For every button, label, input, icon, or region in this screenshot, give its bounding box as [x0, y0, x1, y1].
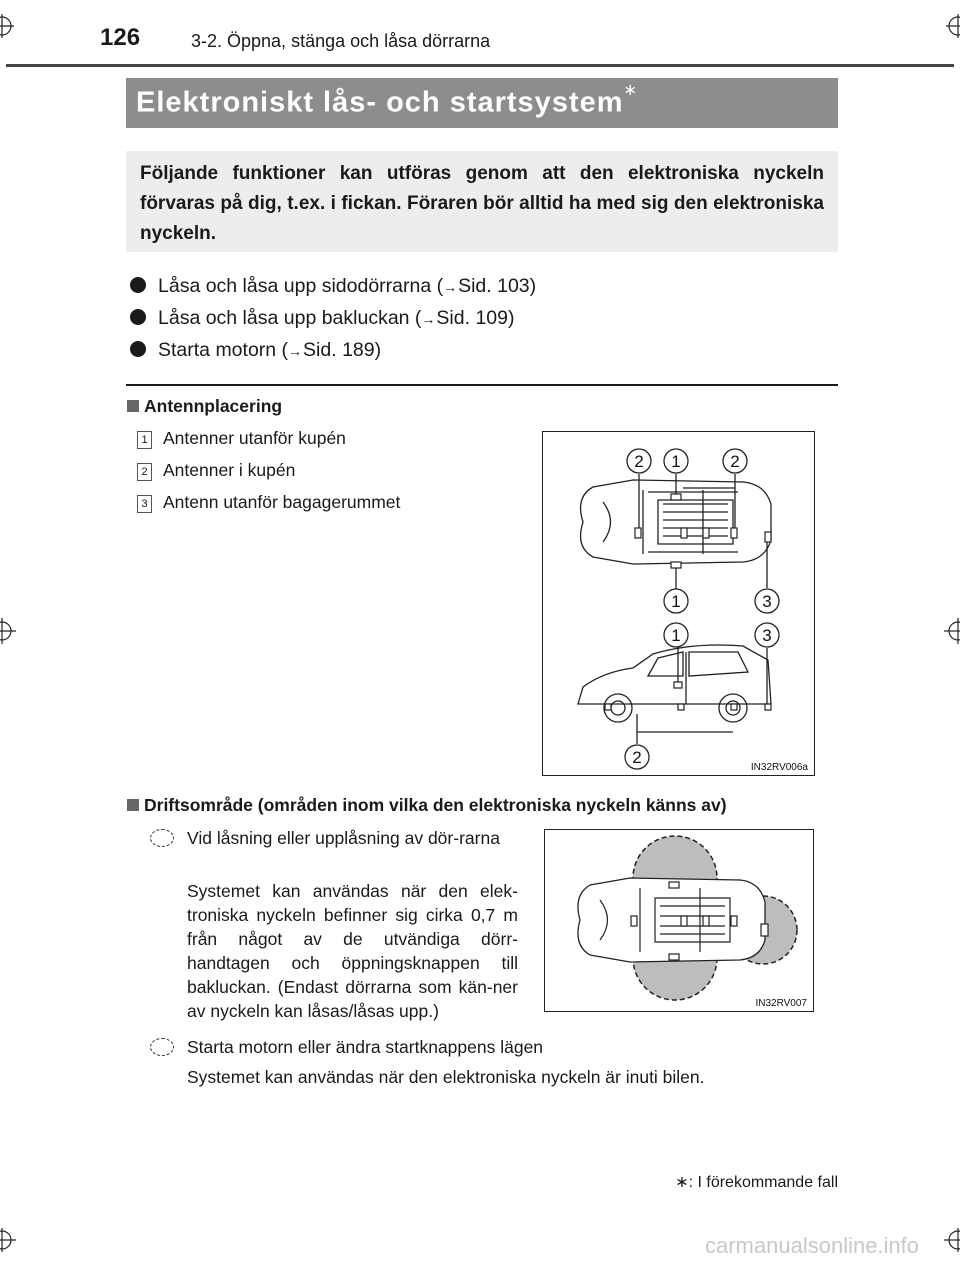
bullet-item	[130, 307, 514, 330]
number-badge: 2	[137, 463, 152, 481]
intro-box: Följande funktioner kan utföras genom att den elektroniska nyckeln förvaras på dig, t.ex. i fickan. Föraren bör alltid ha med sig den elektroniska nyckeln.	[126, 151, 838, 252]
bullet-item	[130, 275, 536, 298]
bullet-dot	[130, 341, 146, 357]
page-title	[126, 78, 838, 128]
bullet-text: Starta motorn (	[158, 339, 289, 361]
antenna-item-text: Antenner i kupén	[163, 460, 296, 480]
title-asterisk: ∗	[623, 82, 638, 99]
antenna-item-text: Antenn utanför bagagerummet	[163, 492, 401, 512]
square-bullet-icon	[127, 799, 139, 811]
antenna-heading-text: Antennplacering	[144, 396, 283, 416]
bullet-ref: Sid. 109)	[436, 307, 515, 329]
bullet-text: Låsa och låsa upp bakluckan (	[158, 307, 422, 329]
antenna-item	[137, 492, 400, 513]
square-bullet-icon	[127, 400, 139, 412]
bullet-ref: Sid. 103)	[458, 275, 537, 297]
car-antenna-diagram	[543, 432, 814, 775]
footnote: ∗: I förekommande fall	[675, 1174, 838, 1191]
watermark: carmanualsonline.info	[705, 1233, 920, 1258]
number-badge: 1	[137, 431, 152, 449]
antenna-item-text: Antenner utanför kupén	[163, 428, 346, 448]
dashed-area-icon	[150, 1038, 174, 1056]
bullet-item	[130, 339, 381, 362]
antenna-figure	[542, 431, 815, 776]
label-three: 3	[762, 626, 772, 645]
range-item-start-body: Systemet kan användas när den elektroniska nyckeln är inuti bilen.	[187, 1067, 705, 1087]
figure-code: IN32RV006a	[750, 762, 808, 773]
arrow-icon: →	[421, 311, 436, 327]
arrow-icon: →	[443, 279, 458, 295]
antenna-item	[137, 428, 346, 449]
range-item-start: Starta motorn eller ändra startknappens lägen	[187, 1037, 544, 1057]
label-three: 3	[762, 592, 772, 611]
page-number: 126	[100, 24, 141, 51]
label-one: 1	[671, 592, 681, 611]
header-rule	[6, 64, 954, 67]
detection-range-diagram	[545, 830, 813, 1011]
range-heading	[127, 795, 727, 816]
label-two: 2	[632, 748, 642, 767]
bullet-dot	[130, 309, 146, 325]
arrow-icon: →	[288, 343, 303, 359]
bullet-ref: Sid. 189)	[303, 339, 382, 361]
figure-code: IN32RV007	[755, 998, 807, 1009]
title-text: Elektroniskt lås- och startsystem	[136, 86, 624, 119]
label-one: 1	[671, 452, 681, 471]
bullet-dot	[130, 277, 146, 293]
range-figure	[544, 829, 814, 1012]
section-title: 3-2. Öppna, stänga och låsa dörrarna	[191, 31, 491, 51]
number-badge: 3	[137, 495, 152, 513]
antenna-item	[137, 460, 295, 481]
range-heading-text: Driftsområde (områden inom vilka den elektroniska nyckeln känns av)	[144, 795, 727, 815]
label-two: 2	[730, 452, 740, 471]
label-one: 1	[671, 626, 681, 645]
label-two: 2	[634, 452, 644, 471]
section-divider	[126, 384, 838, 386]
range-item-lock: Vid låsning eller upplåsning av dör-rarna	[187, 828, 500, 848]
bullet-text: Låsa och låsa upp sidodörrarna (	[158, 275, 444, 297]
antenna-heading	[127, 396, 282, 417]
dashed-area-icon	[150, 829, 174, 847]
range-item-lock-body: Systemet kan användas när den elek-troniska nyckeln befinner sig cirka 0,7 m från något av de utvändiga dörr-handtagen och öppningsknappen till bakluckan. (Endast dörrarna som kän-ner av nyckeln kan låsas/låsas upp.)	[187, 881, 518, 1021]
